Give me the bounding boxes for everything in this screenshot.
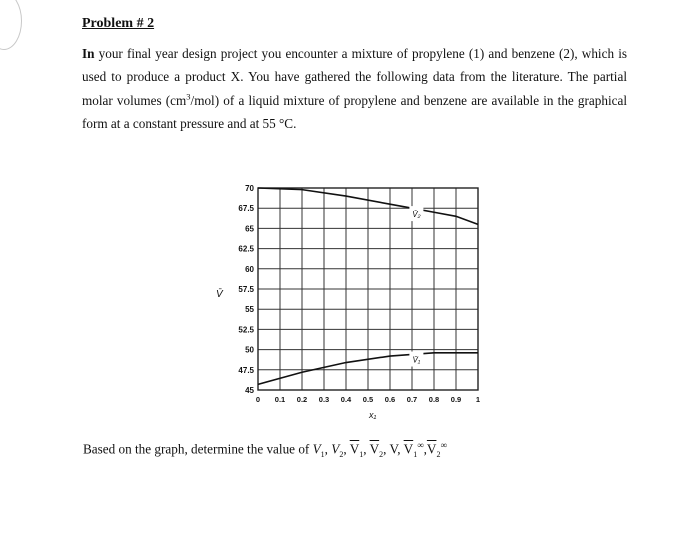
var-partial-v2: $\overline{V}$: [369, 441, 380, 457]
x-tick-label: 0.7: [406, 395, 418, 404]
y-tick-label: 45: [245, 386, 254, 395]
var-partial-v1-inf-sup: ∞: [417, 440, 424, 450]
x-tick-label: 1: [475, 395, 481, 404]
page-edge-curve: [0, 0, 22, 50]
y-tick-label: 67.5: [238, 204, 254, 214]
question-prefix: Based on the graph, determine the value of: [83, 441, 313, 457]
y-tick-label: 62.5: [238, 244, 254, 254]
var-partial-v1-sub: 1: [359, 450, 364, 460]
x-axis-label: x₁: [369, 410, 377, 420]
y-tick-label: 52.5: [238, 325, 254, 335]
var-v1: V: [312, 441, 321, 457]
x-tick-label: 0.6: [384, 395, 396, 404]
cubic-superscript: 3: [186, 91, 191, 102]
problem-text-part-1: your final year design project you encounter a mixture of propylene (1) and benzene (2), which is used to produce a product X. You have gathered the following data from the literature. The partial molar volumes (cm: [82, 46, 627, 108]
x-tick-label: 0.4: [340, 395, 352, 404]
separator: ,: [343, 441, 350, 457]
x-tick-label: 0.8: [428, 395, 440, 404]
series-label-v2-bar: V̄₂: [412, 210, 421, 220]
y-tick-label: 50: [245, 345, 254, 355]
y-tick-label: 47.5: [238, 365, 254, 375]
y-tick-label: 60: [245, 264, 254, 274]
x-tick-label: 0.9: [450, 395, 462, 404]
separator: ,: [423, 441, 427, 457]
series-label-v1-bar: V̄₁: [412, 355, 421, 365]
var-partial-v2-inf: $\overline{V}$: [426, 441, 437, 457]
var-v2-sub: 2: [339, 450, 344, 460]
problem-lead-word: In: [82, 46, 95, 61]
separator: ,: [383, 441, 390, 457]
question-text: [83, 440, 447, 459]
separator: ,: [363, 441, 370, 457]
var-partial-v1-inf-sub: 1: [413, 450, 418, 460]
y-tick-label: 65: [245, 224, 254, 234]
var-v: V: [389, 441, 398, 457]
var-partial-v2-inf-sup: ∞: [440, 440, 447, 450]
var-partial-v1: $\overline{V}$: [349, 441, 360, 457]
y-tick-label: 57.5: [238, 285, 254, 294]
var-partial-v1-inf: $\overline{V}$: [403, 441, 414, 457]
x-tick-label: 0.1: [274, 395, 286, 404]
var-v1-sub: 1: [320, 450, 325, 460]
x-tick-label: 0: [255, 395, 261, 404]
separator: ,: [397, 441, 404, 457]
problem-title: Problem # 2: [82, 16, 155, 31]
x-tick-label: 0.5: [362, 395, 374, 404]
y-tick-label: 55: [245, 305, 254, 315]
x-tick-label: 0.3: [318, 395, 330, 404]
y-tick-label: 70: [245, 184, 254, 193]
partial-molar-volume-chart: [200, 180, 500, 430]
var-partial-v2-sub: 2: [379, 450, 384, 460]
var-v2: V: [331, 441, 340, 457]
problem-text-part-2: /mol) of a liquid mixture of propylene and benzene are available in the graphical form at a constant pressure and at 55 °C.: [82, 92, 627, 131]
problem-statement: [82, 42, 627, 135]
separator: ,: [324, 441, 332, 457]
var-partial-v2-inf-sub: 2: [436, 450, 441, 460]
x-tick-label: 0.2: [296, 395, 308, 404]
y-axis-label: V̄: [216, 289, 223, 300]
